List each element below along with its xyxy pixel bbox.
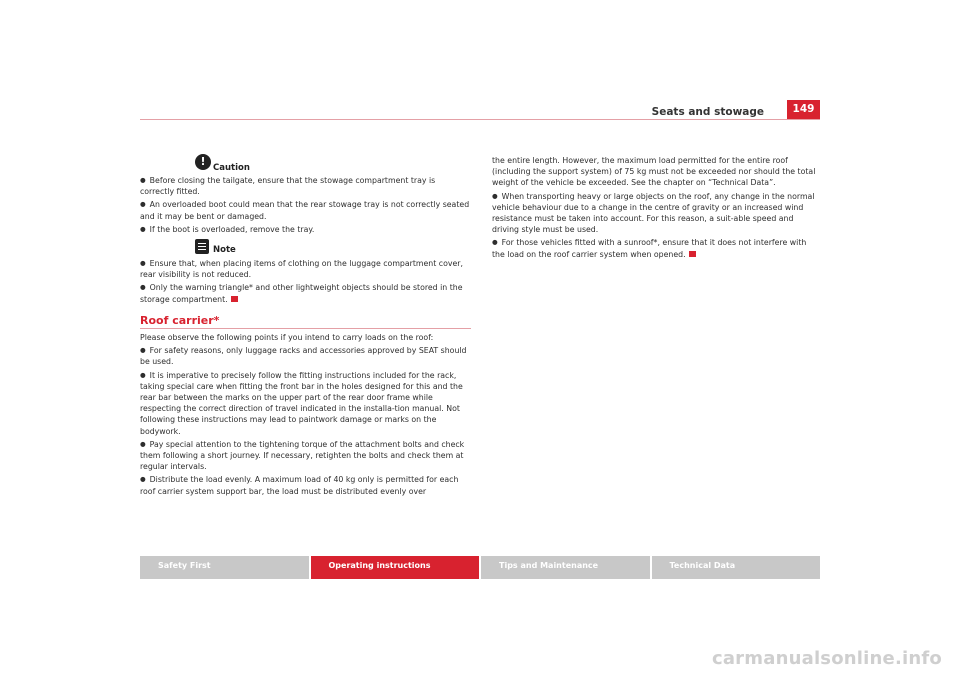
- roof-carrier-bullet-text: ● For those vehicles fitted with a sunroof*, ensure that it does not interfere with the load on the roof carrier system when opened.: [492, 238, 806, 258]
- note-icon: [195, 239, 209, 254]
- roof-carrier-bullet-last: [492, 237, 820, 259]
- roof-carrier-bullet: ● Pay special attention to the tightening torque of the attachment bolts and check them following a short journey. If necessary, retighten the bolts and check them at regular intervals.: [140, 439, 471, 473]
- roof-carrier-bullet: ● When transporting heavy or large objects on the roof, any change in the normal vehicle behaviour due to a change in the centre of gravity or an increased wind resistance must be taken into account. For this reason, a suit-able speed and driving style must be used.: [492, 191, 820, 236]
- roof-carrier-continued: the entire length. However, the maximum load permitted for the entire roof (including the support system) of 75 kg must not be exceeded nor should the total weight of the vehicle be exceeded. See the chapter on “Technical Data”.: [492, 156, 816, 188]
- caution-label: Caution: [213, 163, 250, 174]
- footer-nav: [140, 556, 820, 579]
- right-column: [492, 155, 820, 262]
- caution-heading: [140, 155, 471, 175]
- end-of-section-icon: [231, 296, 238, 302]
- tab-operating-instructions[interactable]: Operating instructions: [311, 556, 480, 579]
- note-heading: [140, 238, 471, 258]
- watermark: carmanualsonline.info: [711, 648, 942, 669]
- tab-tips-and-maintenance[interactable]: Tips and Maintenance: [481, 556, 650, 579]
- caution-bullet: ● If the boot is overloaded, remove the tray.: [140, 224, 471, 235]
- tab-technical-data[interactable]: Technical Data: [652, 556, 821, 579]
- section-heading-roof-carrier: Roof carrier*: [140, 315, 471, 329]
- roof-carrier-bullet: ● It is imperative to precisely follow the fitting instructions included for the rack, taking special care when fitting the front bar in the holes designed for this and the rear bar between the marks on the upper part of the rear door frame while respecting the correct direction of travel indicated in the installa-tion manual. Not following these instructions may lead to paintwork damage or marks on the bodywork.: [140, 370, 471, 437]
- note-bullet-text: ● Only the warning triangle* and other lightweight objects should be stored in the storage compartment.: [140, 283, 463, 303]
- note-bullet: ● Ensure that, when placing items of clothing on the luggage compartment cover, rear visibility is not reduced.: [140, 258, 471, 280]
- page-number: 149: [787, 100, 820, 119]
- roof-carrier-bullet: ● Distribute the load evenly. A maximum load of 40 kg only is permitted for each roof carrier system support bar, the load must be distributed evenly over: [140, 474, 471, 496]
- tab-safety-first[interactable]: Safety First: [140, 556, 309, 579]
- caution-bullet: ● Before closing the tailgate, ensure that the stowage compartment tray is correctly fitted.: [140, 175, 471, 197]
- left-column: [140, 155, 471, 499]
- note-label: Note: [213, 245, 236, 256]
- exclamation-icon: !: [195, 154, 211, 170]
- note-bullet-last: [140, 282, 471, 304]
- end-of-section-icon: [689, 251, 696, 257]
- roof-carrier-bullet: ● For safety reasons, only luggage racks and accessories approved by SEAT should be used.: [140, 345, 471, 367]
- page-section-title: Seats and stowage: [651, 106, 764, 118]
- header-divider: [140, 119, 820, 120]
- caution-bullet: ● An overloaded boot could mean that the rear stowage tray is not correctly seated and it may be bent or damaged.: [140, 199, 471, 221]
- roof-carrier-intro: Please observe the following points if you intend to carry loads on the roof:: [140, 333, 434, 343]
